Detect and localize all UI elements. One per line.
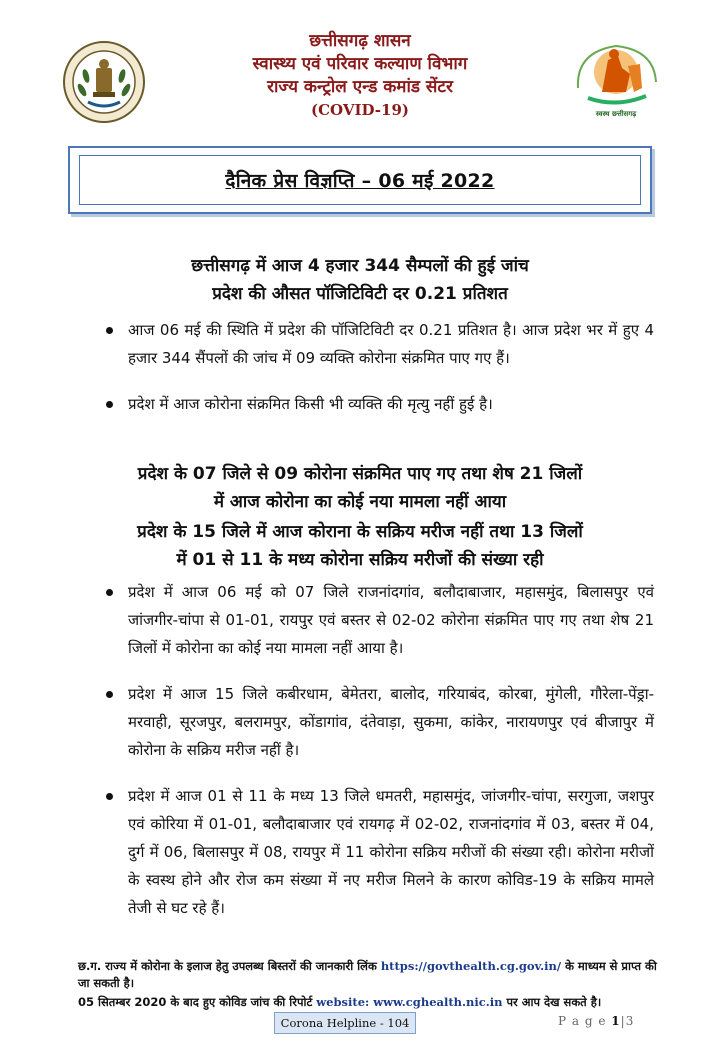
list-item — [100, 390, 654, 418]
list-item — [100, 680, 654, 764]
bullet-text: प्रदेश में आज 15 जिले कबीरधाम, बेमेतरा, बालोद, गरियाबंद, कोरबा, मुंगेली, गौरेला-पेंड्रा-मरवाही, सूरजपुर, बलरामपुर, कोंडागांव, दंतेवाड़ा, सुकमा, कांकेर, नारायणपुर एवं बीजापुर में कोरोना के सक्रिय मरीज नहीं है। — [128, 685, 654, 759]
footer-note-beds — [78, 958, 658, 992]
header-line-state: छत्तीसगढ़ शासन — [309, 31, 411, 51]
bullet-list-districts — [100, 578, 654, 940]
govthealth-link[interactable]: https://govthealth.cg.gov.in/ — [380, 959, 562, 973]
bullet-text: प्रदेश में आज कोरोना संक्रमित किसी भी व्यक्ति की मृत्यु नहीं हुई है। — [128, 395, 493, 413]
bullet-icon — [106, 401, 113, 408]
banner-inner-frame — [79, 155, 641, 205]
page-separator: | — [620, 1014, 626, 1028]
list-item — [100, 578, 654, 662]
headline-active-patients — [70, 518, 650, 574]
header-line-department: स्वास्थ्य एवं परिवार कल्याण विभाग — [252, 54, 468, 74]
press-release-banner — [68, 146, 652, 214]
headline-samples — [80, 252, 640, 308]
page-total: 3 — [625, 1014, 635, 1028]
page-current: 1 — [611, 1014, 621, 1028]
page-number — [558, 1014, 634, 1028]
headline-districts-new-cases — [70, 460, 650, 516]
bullet-text: प्रदेश में आज 06 मई को 07 जिले राजनांदगांव, बलौदाबाजार, महासमुंद, बिलासपुर एवं जांजगीर-चांपा से 01-01, रायपुर एवं बस्तर से 02-02 कोरोना संक्रमित पाए गए तथा शेष 21 जिलों में कोरोना का कोई नया मामला नहीं आया है। — [128, 583, 654, 657]
headline-active-line1: प्रदेश के 15 जिले में आज कोराना के सक्रिय मरीज नहीं तथा 13 जिलों — [137, 522, 583, 542]
footer-reports-text: 05 सितम्बर 2020 के बाद हुए कोविड जांच की रिपोर्ट — [78, 995, 313, 1009]
bullet-text: प्रदेश में आज 01 से 11 के मध्य 13 जिले धमतरी, महासमुंद, जांजगीर-चांपा, सरगुजा, जशपुर एवं कोरिया में 01-01, बलौदाबाजार एवं रायगढ़ में 02-02, राजनांदगांव में 03, बस्तर में 04, दुर्ग में 06, बिलासपुर में 08, रायपुर में 11 कोरोना सक्रिय मरीजों की संख्या रही। कोरोना मरीजों के स्वस्थ होने और रोज कम संख्या में नए मरीज मिलने के कारण कोविड-19 के सक्रिय मामले तेजी से घट रहे हैं। — [128, 787, 654, 917]
press-release-title: दैनिक प्रेस विज्ञप्ति – 06 मई 2022 — [225, 170, 495, 192]
right-logo-caption: स्वस्थ छत्तीसगढ़ — [595, 110, 637, 118]
footer-note-reports — [78, 994, 658, 1011]
list-item — [100, 316, 654, 372]
headline-samples-line1: छत्तीसगढ़ में आज 4 हजार 344 सैम्पलों की हुई जांच — [191, 256, 529, 276]
footer-beds-text: छ.ग. राज्य में कोरोना के इलाज हेतु उपलब्ध बिस्तरों की जानकारी लिंक — [78, 959, 377, 973]
bullet-icon — [106, 793, 113, 800]
bullet-icon — [106, 691, 113, 698]
headline-samples-line2: प्रदेश की औसत पॉजिटिविटी दर 0.21 प्रतिशत — [212, 284, 508, 304]
footer-beds-tail: के माध्यम से प्राप्त की जा सकती है। — [78, 959, 657, 990]
footer-reports-tail: पर आप देख सकते है। — [506, 995, 602, 1009]
cghealth-website-link[interactable]: website: www.cghealth.nic.in — [316, 995, 503, 1009]
list-item — [100, 782, 654, 922]
header-line-command-center: राज्य कन्ट्रोल एन्ड कमांड सेंटर — [267, 77, 453, 97]
header-line-covid: (COVID-19) — [311, 101, 409, 119]
department-header — [0, 30, 720, 122]
bullet-icon — [106, 327, 113, 334]
bullet-list-positivity — [100, 316, 654, 436]
headline-active-line2: में 01 से 11 के मध्य कोरोना सक्रिय मरीजों की संख्या रही — [176, 550, 544, 570]
bullet-text: आज 06 मई की स्थिति में प्रदेश की पॉजिटिविटी दर 0.21 प्रतिशत है। आज प्रदेश भर में हुए 4 हजार 344 सैंपलों की जांच में 09 व्यक्ति कोरोना संक्रमित पाए गए हैं। — [128, 321, 654, 367]
headline-districts-line1: प्रदेश के 07 जिले से 09 कोरोना संक्रमित पाए गए तथा शेष 21 जिलों — [137, 464, 583, 484]
page-label: P a g e — [558, 1014, 607, 1028]
bullet-icon — [106, 589, 113, 596]
headline-districts-line2: में आज कोरोना का कोई नया मामला नहीं आया — [213, 492, 507, 512]
corona-helpline-box: Corona Helpline - 104 — [274, 1012, 416, 1034]
